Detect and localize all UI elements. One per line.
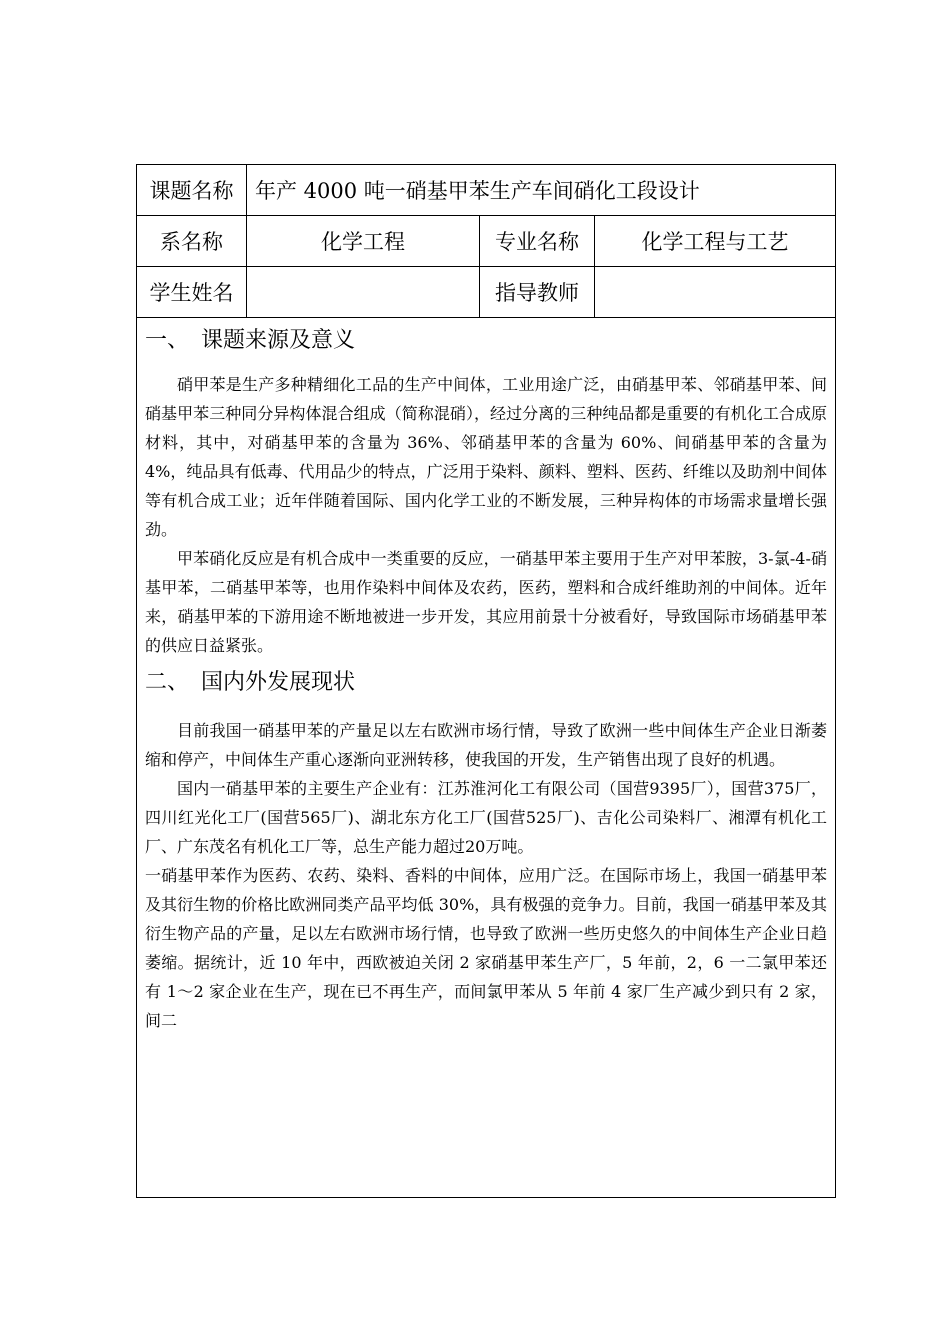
section-title: 国内外发展现状 xyxy=(201,670,356,695)
paragraph: 一硝基甲苯作为医药、农药、染料、香料的中间体，应用广泛。在国际市场上，我国一硝基甲苯及其衍生物的价格比欧洲同类产品平均低 30%，具有极强的竞争力。目前，我国一硝基甲苯及其衍生物产品的产量，足以左右欧洲市场行情，也导致了欧洲一些历史悠久的中间体生产企业日趋萎缩。据统计，近 10 年中，西欧被迫关闭 2 家硝基甲苯生产厂，5 年前，2，6 一二氯甲苯还有 1～2 家企业在生产，现在已不再生产，而间氯甲苯从 5 年前 4 家厂生产减少到只有 2 家，间二 xyxy=(145,866,827,1030)
section-number: 一、 xyxy=(145,328,190,353)
student-row xyxy=(137,267,835,318)
major-label: 专业名称 xyxy=(480,216,595,266)
paragraph: 目前我国一硝基甲苯的产量足以左右欧洲市场行情，导致了欧洲一些中间体生产企业日渐萎缩和停产，中间体生产重心逐渐向亚洲转移，使我国的开发，生产销售出现了良好的机遇。 xyxy=(145,721,827,769)
section-title: 课题来源及意义 xyxy=(201,328,356,353)
content-area xyxy=(137,318,835,1197)
advisor-value xyxy=(595,267,835,317)
student-name-value xyxy=(247,267,480,317)
advisor-label: 指导教师 xyxy=(480,267,595,317)
topic-value: 年产 4000 吨一硝基甲苯生产车间硝化工段设计 xyxy=(255,179,700,203)
major-value: 化学工程与工艺 xyxy=(641,230,789,254)
section-heading-status xyxy=(145,664,827,702)
topic-row xyxy=(137,165,835,216)
paragraph: 硝甲苯是生产多种精细化工品的生产中间体，工业用途广泛，由硝基甲苯、邻硝基甲苯、间硝基甲苯三种同分异构体混合组成（简称混硝），经过分离的三种纯品都是重要的有机化工合成原材料，其中，对硝基甲苯的含量为 36%、邻硝基甲苯的含量为 60%、间硝基甲苯的含量为 4%，纯品具有低毒、代用品少的特点，广泛用于染料、颜料、塑料、医药、纤维以及助剂中间体等有机合成工业；近年伴随着国际、国内化学工业的不断发展，三种异构体的市场需求量增长强劲。 xyxy=(145,375,827,539)
section-number: 二、 xyxy=(145,670,190,695)
paragraph: 甲苯硝化反应是有机合成中一类重要的反应，一硝基甲苯主要用于生产对甲苯胺，3-氯-4-硝基甲苯，二硝基甲苯等，也用作染料中间体及农药，医药，塑料和合成纤维助剂的中间体。近年来，硝基甲苯的下游用途不断地被进一步开发，其应用前景十分被看好，导致国际市场硝基甲苯的供应日益紧张。 xyxy=(145,549,827,655)
section-heading-source xyxy=(145,322,827,360)
proposal-form-table xyxy=(136,164,836,1198)
department-row xyxy=(137,216,835,267)
department-value: 化学工程 xyxy=(247,216,480,266)
paragraph: 国内一硝基甲苯的主要生产企业有：江苏淮河化工有限公司（国营9395厂），国营375厂，四川红光化工厂(国营565厂)、湖北东方化工厂(国营525厂)、吉化公司染料厂、湘潭有机化工厂、广东茂名有机化工厂等，总生产能力超过20万吨。 xyxy=(145,779,827,856)
department-label: 系名称 xyxy=(137,216,247,266)
topic-label: 课题名称 xyxy=(137,165,247,215)
student-name-label: 学生姓名 xyxy=(137,267,247,317)
